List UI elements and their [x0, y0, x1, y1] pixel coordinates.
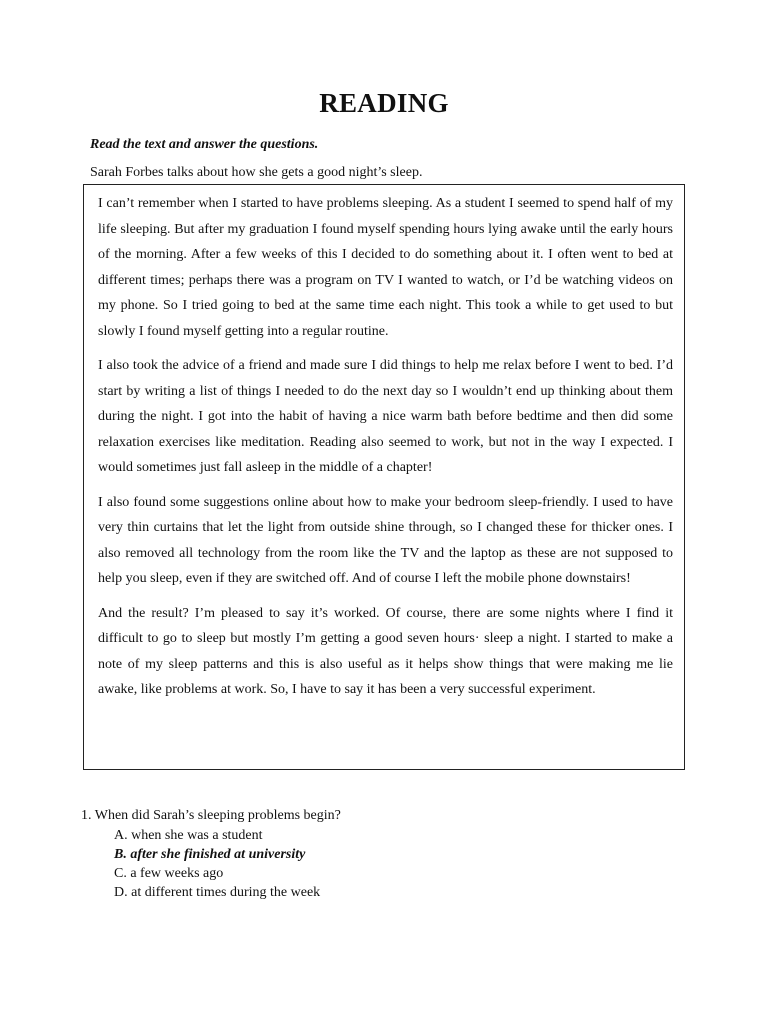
question-1-options	[114, 826, 320, 902]
option-d[interactable]: D. at different times during the week	[114, 885, 321, 900]
option-b[interactable]: B. after she finished at university	[114, 847, 306, 862]
passage-paragraph-3: I also found some suggestions online about how to make your bedroom sleep-friendly. I used to have very thin curtains that let the light from outside shine through, so I changed these for thicker ones. I also removed all technology from the room like the TV and the laptop as these are not supposed to help you sleep, even if they are switched off. And of course I left the mobile phone downstairs!	[98, 494, 673, 586]
reading-passage-box	[83, 184, 685, 770]
passage-paragraph-1: I can’t remember when I started to have problems sleeping. As a student I seemed to spend half of my life sleeping. But after my graduation I found myself spending hours lying awake until the early hours of the morning. After a few weeks of this I decided to do something about it. I often went to bed at different times; perhaps there was a program on TV I wanted to watch, or I’d be watching videos on my phone. So I tried going to bed at the same time each night. This took a while to get used to but slowly I found myself getting into a regular routine.	[98, 196, 673, 339]
option-c[interactable]: C. a few weeks ago	[114, 866, 224, 881]
intro-text: Sarah Forbes talks about how she gets a good night’s sleep.	[90, 165, 423, 180]
passage-paragraph-4: And the result? I’m pleased to say it’s worked. Of course, there are some nights where I find it difficult to go to sleep but mostly I’m getting a good seven hours· sleep a night. I started to make a note of my sleep patterns and this is also useful as it helps show things that were making me lie awake, like problems at work. So, I have to say it has been a very successful experiment.	[98, 605, 673, 697]
passage-paragraph-2: I also took the advice of a friend and made sure I did things to help me relax before I went to bed. I’d start by writing a list of things I needed to do the next day so I wouldn’t end up thinking about them during the night. I got into the habit of having a nice warm bath before bedtime and then did some relaxation exercises like meditation. Reading also seemed to work, but not in the way I expected. I would sometimes just fall asleep in the middle of a chapter!	[98, 358, 673, 475]
question-1: 1. When did Sarah’s sleeping problems begin?	[81, 808, 341, 823]
page-title: READING	[319, 88, 449, 118]
instruction-text: Read the text and answer the questions.	[90, 137, 319, 152]
option-a[interactable]: A. when she was a student	[114, 828, 263, 843]
